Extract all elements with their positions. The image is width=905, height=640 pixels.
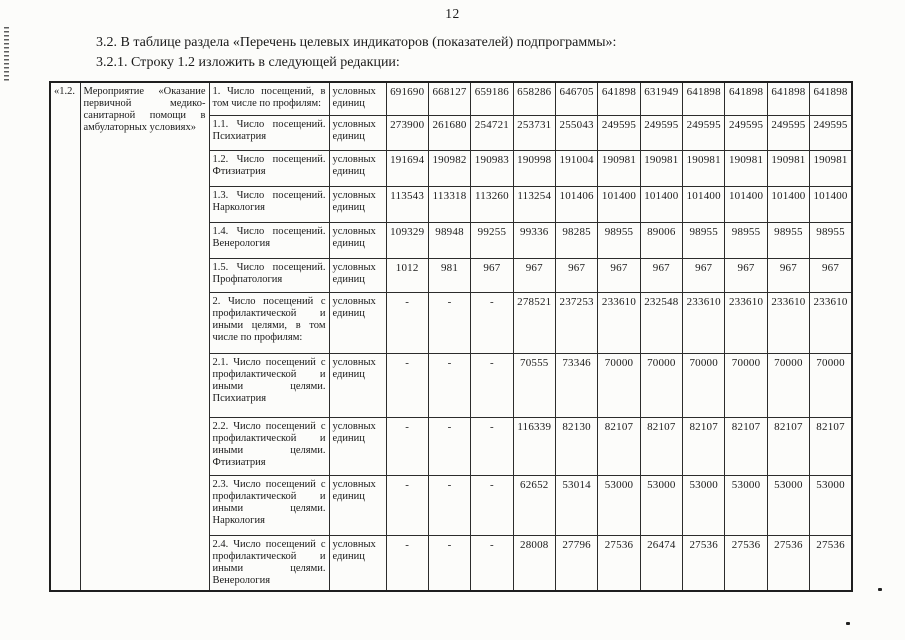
value-cell: 98285 [555, 222, 597, 258]
value-cell: 98955 [683, 222, 725, 258]
indicator-cell: 1.1. Число посещений. Психиатрия [209, 115, 329, 150]
value-cell: 233610 [598, 292, 640, 353]
value-cell: 967 [640, 258, 682, 292]
value-cell: 190981 [683, 150, 725, 186]
value-cell: 101406 [555, 186, 597, 222]
value-cell: 668127 [428, 82, 470, 115]
value-cell: 99255 [471, 222, 513, 258]
value-cell: - [386, 417, 428, 475]
value-cell: 631949 [640, 82, 682, 115]
value-cell: 101400 [640, 186, 682, 222]
indicator-cell: 1. Число посещений, в том числе по профилям: [209, 82, 329, 115]
value-cell: 27536 [598, 535, 640, 591]
value-cell: 53000 [640, 475, 682, 535]
value-cell: 249595 [640, 115, 682, 150]
value-cell: 273900 [386, 115, 428, 150]
unit-cell: условных единиц [329, 292, 386, 353]
value-cell: 237253 [555, 292, 597, 353]
value-cell: 190981 [725, 150, 767, 186]
row-id-cell: «1.2. [50, 82, 80, 591]
value-cell: 70000 [725, 353, 767, 417]
unit-cell: условных единиц [329, 258, 386, 292]
value-cell: 98955 [598, 222, 640, 258]
value-cell: 27536 [725, 535, 767, 591]
scan-speck [878, 588, 882, 591]
value-cell: 641898 [767, 82, 809, 115]
value-cell: - [428, 535, 470, 591]
indicator-cell: 1.5. Число посещений. Профпатология [209, 258, 329, 292]
value-cell: 641898 [683, 82, 725, 115]
value-cell: 261680 [428, 115, 470, 150]
value-cell: - [471, 417, 513, 475]
value-cell: 233610 [683, 292, 725, 353]
value-cell: 70000 [810, 353, 852, 417]
value-cell: 190981 [598, 150, 640, 186]
value-cell: 73346 [555, 353, 597, 417]
heading-line-2: 3.2.1. Строку 1.2 изложить в следующей редакции: [96, 54, 400, 70]
value-cell: 98955 [767, 222, 809, 258]
value-cell: 101400 [810, 186, 852, 222]
unit-cell: условных единиц [329, 417, 386, 475]
indicators-table [49, 81, 853, 592]
value-cell: - [428, 417, 470, 475]
value-cell: 82107 [598, 417, 640, 475]
value-cell: 646705 [555, 82, 597, 115]
unit-cell: условных единиц [329, 353, 386, 417]
value-cell: 641898 [810, 82, 852, 115]
value-cell: - [471, 475, 513, 535]
value-cell: 98955 [810, 222, 852, 258]
value-cell: 70000 [767, 353, 809, 417]
unit-cell: условных единиц [329, 186, 386, 222]
value-cell: 691690 [386, 82, 428, 115]
value-cell: - [471, 535, 513, 591]
value-cell: 641898 [725, 82, 767, 115]
value-cell: 27536 [810, 535, 852, 591]
value-cell: 113318 [428, 186, 470, 222]
value-cell: 53014 [555, 475, 597, 535]
value-cell: 27536 [683, 535, 725, 591]
indicator-cell: 2.2. Число посещений с профилактической и иными целями. Фтизиатрия [209, 417, 329, 475]
value-cell: 28008 [513, 535, 555, 591]
value-cell: 233610 [725, 292, 767, 353]
value-cell: 249595 [598, 115, 640, 150]
value-cell: - [386, 292, 428, 353]
indicator-cell: 1.3. Число посещений. Наркология [209, 186, 329, 222]
value-cell: - [428, 292, 470, 353]
value-cell: 70000 [683, 353, 725, 417]
value-cell: 981 [428, 258, 470, 292]
value-cell: 249595 [725, 115, 767, 150]
value-cell: 190981 [767, 150, 809, 186]
indicator-cell: 1.2. Число посещений. Фтизиатрия [209, 150, 329, 186]
value-cell: 101400 [598, 186, 640, 222]
value-cell: 967 [810, 258, 852, 292]
value-cell: 254721 [471, 115, 513, 150]
value-cell: 967 [471, 258, 513, 292]
value-cell: 113254 [513, 186, 555, 222]
page-number: 12 [445, 6, 460, 21]
value-cell: 191004 [555, 150, 597, 186]
value-cell: 253731 [513, 115, 555, 150]
value-cell: 113260 [471, 186, 513, 222]
value-cell: 249595 [767, 115, 809, 150]
value-cell: 967 [767, 258, 809, 292]
value-cell: 641898 [598, 82, 640, 115]
unit-cell: условных единиц [329, 535, 386, 591]
value-cell: 658286 [513, 82, 555, 115]
value-cell: 62652 [513, 475, 555, 535]
value-cell: - [471, 292, 513, 353]
value-cell: 53000 [683, 475, 725, 535]
value-cell: 967 [513, 258, 555, 292]
value-cell: 249595 [683, 115, 725, 150]
unit-cell: условных единиц [329, 150, 386, 186]
value-cell: 70000 [598, 353, 640, 417]
indicator-cell: 2.4. Число посещений с профилактической и иными целями. Венерология [209, 535, 329, 591]
value-cell: 233610 [767, 292, 809, 353]
value-cell: 82107 [767, 417, 809, 475]
value-cell: 967 [725, 258, 767, 292]
value-cell: 82107 [725, 417, 767, 475]
unit-cell: условных единиц [329, 475, 386, 535]
value-cell: 53000 [767, 475, 809, 535]
value-cell: 89006 [640, 222, 682, 258]
value-cell: 101400 [683, 186, 725, 222]
value-cell: 659186 [471, 82, 513, 115]
value-cell: - [428, 475, 470, 535]
value-cell: 101400 [725, 186, 767, 222]
value-cell: 82107 [640, 417, 682, 475]
value-cell: 27536 [767, 535, 809, 591]
unit-cell: условных единиц [329, 222, 386, 258]
value-cell: 1012 [386, 258, 428, 292]
value-cell: 98955 [725, 222, 767, 258]
unit-cell: условных единиц [329, 82, 386, 115]
value-cell: 53000 [810, 475, 852, 535]
heading-line-1: 3.2. В таблице раздела «Перечень целевых индикаторов (показателей) подпрограммы»: [96, 35, 617, 50]
value-cell: 967 [683, 258, 725, 292]
value-cell: - [386, 353, 428, 417]
value-cell: 101400 [767, 186, 809, 222]
value-cell: 113543 [386, 186, 428, 222]
indicator-cell: 2.3. Число посещений с профилактической и иными целями. Наркология [209, 475, 329, 535]
value-cell: - [386, 535, 428, 591]
value-cell: 53000 [725, 475, 767, 535]
indicators-table-wrap [49, 81, 853, 592]
value-cell: - [386, 475, 428, 535]
value-cell: 109329 [386, 222, 428, 258]
measure-cell: Мероприятие «Оказание первичной медико-санитарной помощи в амбулаторных условиях» [80, 82, 209, 591]
indicator-cell: 2. Число посещений с профилактической и иными целями, в том числе по профилям: [209, 292, 329, 353]
value-cell: 116339 [513, 417, 555, 475]
value-cell: 26474 [640, 535, 682, 591]
scan-margin-artifact [4, 27, 9, 83]
value-cell: 278521 [513, 292, 555, 353]
indicator-cell: 1.4. Число посещений. Венерология [209, 222, 329, 258]
value-cell: 190982 [428, 150, 470, 186]
value-cell: 190983 [471, 150, 513, 186]
value-cell: 27796 [555, 535, 597, 591]
value-cell: 967 [555, 258, 597, 292]
value-cell: 191694 [386, 150, 428, 186]
value-cell: 70555 [513, 353, 555, 417]
value-cell: 232548 [640, 292, 682, 353]
value-cell: 70000 [640, 353, 682, 417]
value-cell: 82107 [810, 417, 852, 475]
value-cell: 190981 [810, 150, 852, 186]
section-heading [96, 33, 816, 72]
value-cell: - [471, 353, 513, 417]
value-cell: 967 [598, 258, 640, 292]
value-cell: 233610 [810, 292, 852, 353]
value-cell: 99336 [513, 222, 555, 258]
value-cell: 190981 [640, 150, 682, 186]
table-row [50, 82, 852, 115]
value-cell: 98948 [428, 222, 470, 258]
scan-speck [846, 622, 850, 625]
unit-cell: условных единиц [329, 115, 386, 150]
value-cell: 190998 [513, 150, 555, 186]
value-cell: 249595 [810, 115, 852, 150]
value-cell: 255043 [555, 115, 597, 150]
indicator-cell: 2.1. Число посещений с профилактической и иными целями. Психиатрия [209, 353, 329, 417]
value-cell: 53000 [598, 475, 640, 535]
value-cell: - [428, 353, 470, 417]
value-cell: 82107 [683, 417, 725, 475]
value-cell: 82130 [555, 417, 597, 475]
indicator-table-body [50, 82, 852, 591]
